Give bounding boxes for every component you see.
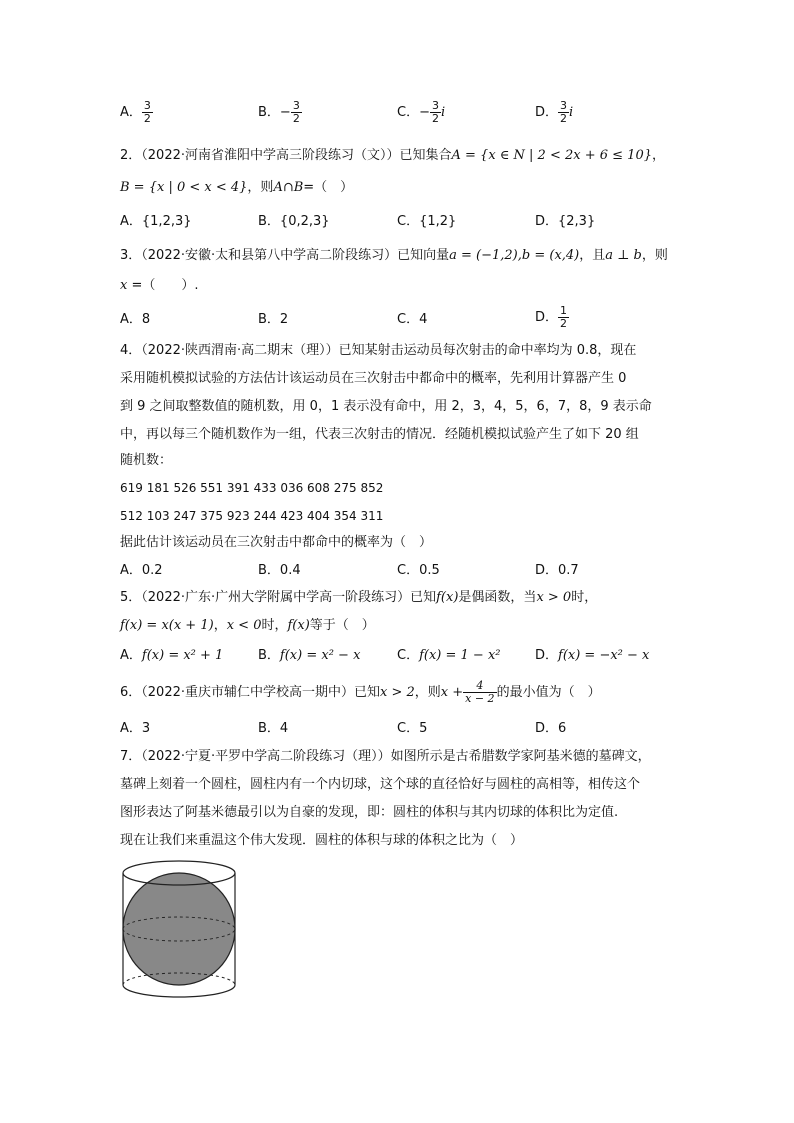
q5-stem-line2: f(x) = x(x + 1)，x < 0时，f(x)等于（ ） bbox=[120, 618, 375, 633]
inscribed-sphere bbox=[123, 873, 235, 985]
q4-stem-line4: 中，再以每三个随机数作为一组，代表三次射击的情况．经随机模拟试验产生了如下 20 组 bbox=[120, 427, 639, 442]
cylinder-bottom-visible bbox=[123, 985, 235, 997]
q3-stem-line2: x =（ ）. bbox=[120, 278, 199, 293]
q7-stem-line1: 7．（2022·宁夏·平罗中学高二阶段练习（理））如图所示是古希腊数学家阿基米德的墓碑文， bbox=[120, 749, 651, 764]
q2-stem-line1: 2．（2022·河南省淮阳中学高三阶段练习（文））已知集合A = {x ∈ N | 2 < 2x + 6 ≤ 10}， bbox=[120, 148, 665, 163]
q4-stem-line2: 采用随机模拟试验的方法估计该运动员在三次射击中都命中的概率，先利用计算器产生 0 bbox=[120, 371, 627, 386]
q1-option-c: C．− $\frac{3}{2}$ i bbox=[397, 99, 446, 125]
q3-vector-a: a = (−1,2), bbox=[449, 248, 522, 263]
q3-stem-line1: 3．（2022·安徽·太和县第八中学高二阶段练习）已知向量a = (−1,2),b = (x,4)，且a ⊥ b，则 bbox=[120, 248, 668, 263]
q2-set-b: B = {x | 0 < x < 4} bbox=[120, 180, 248, 195]
q6-option-a: A．3 bbox=[120, 721, 151, 736]
q4-option-d: D．0.7 bbox=[535, 563, 579, 578]
q4-question: 据此估计该运动员在三次射击中都命中的概率为（ ） bbox=[120, 535, 433, 550]
q4-random-numbers-row2: 512 103 247 375 923 244 423 404 354 311 bbox=[120, 509, 384, 523]
q7-stem-line2: 墓碑上刻着一个圆柱，圆柱内有一个内切球，这个球的直径恰好与圆柱的高相等，相传这个 bbox=[120, 777, 641, 792]
q7-stem-line4: 现在让我们来重温这个伟大发现．圆柱的体积与球的体积之比为（ ） bbox=[120, 833, 524, 848]
q7-stem-line3: 图形表达了阿基米德最引以为自豪的发现，即：圆柱的体积与其内切球的体积比为定值. bbox=[120, 805, 619, 820]
q3-option-b: B．2 bbox=[258, 312, 289, 327]
q6-option-d: D．6 bbox=[535, 721, 567, 736]
q3-option-c: C．4 bbox=[397, 312, 428, 327]
q3-option-d: D． $\frac{1}{2}$ bbox=[535, 304, 568, 330]
cylinder-sphere-figure bbox=[118, 855, 242, 1005]
q5-option-c: C．f(x) = 1 − x² bbox=[397, 648, 501, 663]
q4-option-a: A．0.2 bbox=[120, 563, 163, 578]
q5-option-b: B．f(x) = x² − x bbox=[258, 648, 361, 663]
q2-stem-line2: B = {x | 0 < x < 4}，则A∩B=（ ） bbox=[120, 180, 354, 195]
q5-stem-line1: 5．（2022·广东·广州大学附属中学高一阶段练习）已知f(x)是偶函数，当x > 0时， bbox=[120, 590, 598, 605]
q1-option-a: A． $\frac{3}{2}$ bbox=[120, 99, 151, 125]
q2-option-d: D．{2,3} bbox=[535, 214, 596, 229]
q4-stem-line3: 到 9 之间取整数值的随机数，用 0，1 表示没有命中，用 2，3，4，5，6，7，8，9 表示命 bbox=[120, 399, 652, 414]
q3-vector-b: b = (x,4) bbox=[521, 248, 580, 263]
q3-option-a: A．8 bbox=[120, 312, 151, 327]
q5-option-a: A．f(x) = x² + 1 bbox=[120, 648, 224, 663]
q6-option-c: C．5 bbox=[397, 721, 428, 736]
q6-option-b: B．4 bbox=[258, 721, 289, 736]
q4-option-b: B．0.4 bbox=[258, 563, 301, 578]
q5-option-d: D．f(x) = −x² − x bbox=[535, 648, 650, 663]
q4-random-numbers-row1: 619 181 526 551 391 433 036 608 275 852 bbox=[120, 481, 384, 495]
q2-set-a: A = {x ∈ N | 2 < 2x + 6 ≤ 10} bbox=[451, 148, 652, 163]
q4-option-c: C．0.5 bbox=[397, 563, 440, 578]
q2-option-a: A．{1,2,3} bbox=[120, 214, 192, 229]
q2-option-c: C．{1,2} bbox=[397, 214, 457, 229]
q4-stem-line5: 随机数： bbox=[120, 453, 173, 468]
q2-option-b: B．{0,2,3} bbox=[258, 214, 330, 229]
q4-stem-line1: 4．（2022·陕西渭南·高二期末（理））已知某射击运动员每次射击的命中率均为 0.8，现在 bbox=[120, 343, 637, 358]
q1-option-b: B．− $\frac{3}{2}$ bbox=[258, 99, 300, 125]
q6-stem: 6．（2022·重庆市辅仁中学校高一期中）已知x > 2，则x + $\frac{4}{x - 2}$ 的最小值为（ ） bbox=[120, 679, 601, 705]
q1-option-d: D． $\frac{3}{2}$ i bbox=[535, 99, 574, 125]
